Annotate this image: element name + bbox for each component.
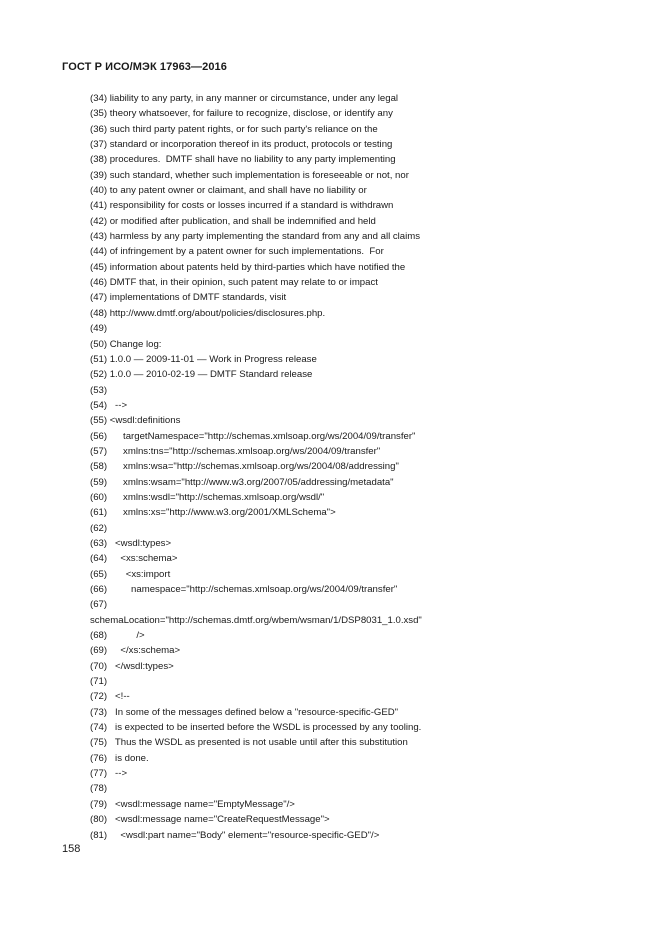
code-line: (44) of infringement by a patent owner for such implementations. For xyxy=(90,246,384,258)
code-line: (75) Thus the WSDL as presented is not usable until after this substitution xyxy=(90,737,408,749)
page-header-title: ГОСТ Р ИСО/МЭК 17963—2016 xyxy=(62,61,227,73)
code-line: (40) to any patent owner or claimant, and shall have no liability or xyxy=(90,185,367,197)
code-line: (68) /> xyxy=(90,630,145,642)
code-line: (42) or modified after publication, and shall be indemnified and held xyxy=(90,215,376,227)
code-line: (39) such standard, whether such implementation is foreseeable or not, nor xyxy=(90,169,409,181)
code-line: (70) </wsdl:types> xyxy=(90,660,174,672)
code-line: (45) information about patents held by third-parties which have notified the xyxy=(90,261,406,273)
code-line: (58) xmlns:wsa="http://schemas.xmlsoap.org/ws/2004/08/addressing" xyxy=(90,461,399,473)
code-line: (72) <!-- xyxy=(90,691,130,703)
code-line: (43) harmless by any party implementing the standard from any and all claims xyxy=(90,231,421,243)
code-line: (57) xmlns:tns="http://schemas.xmlsoap.org/ws/2004/09/transfer" xyxy=(90,445,381,457)
code-line: (73) In some of the messages defined below a "resource-specific-GED" xyxy=(90,706,399,718)
code-line: (63) <wsdl:types> xyxy=(90,537,172,549)
code-line: (61) xmlns:xs="http://www.w3.org/2001/XMLSchema"> xyxy=(90,507,336,519)
code-line: schemaLocation="http://schemas.dmtf.org/wbem/wsman/1/DSP8031_1.0.xsd" xyxy=(90,614,422,626)
code-line: (49) xyxy=(90,323,108,335)
code-line: (79) <wsdl:message name="EmptyMessage"/> xyxy=(90,798,295,810)
code-line: (59) xmlns:wsam="http://www.w3.org/2007/05/addressing/metadata" xyxy=(90,476,394,488)
code-line: (66) namespace="http://schemas.xmlsoap.org/ws/2004/09/transfer" xyxy=(90,584,398,595)
code-line: (54) --> xyxy=(90,399,128,411)
code-line: (55) <wsdl:definitions xyxy=(90,415,181,427)
code-line: (46) DMTF that, in their opinion, such patent may relate to or impact xyxy=(90,277,378,289)
code-line: (71) xyxy=(90,676,108,688)
code-line: (77) --> xyxy=(90,768,128,780)
code-line: (69) </xs:schema> xyxy=(90,645,181,657)
code-line: (41) responsibility for costs or losses incurred if a standard is withdrawn xyxy=(90,200,394,212)
code-line: (78) xyxy=(90,783,108,795)
code-line: (38) procedures. DMTF shall have no liability to any party implementing xyxy=(90,154,396,166)
page-number: 158 xyxy=(62,843,81,855)
code-line: (37) standard or incorporation thereof in its product, protocols or testing xyxy=(90,139,393,151)
code-line: (76) is done. xyxy=(90,752,149,764)
code-line: (53) xyxy=(90,384,108,396)
code-line: (67) xyxy=(90,599,108,611)
code-line: (48) http://www.dmtf.org/about/policies/disclosures.php. xyxy=(90,307,326,319)
code-line: (35) theory whatsoever, for failure to recognize, disclose, or identify any xyxy=(90,108,393,120)
code-line: (65) <xs:import xyxy=(90,568,171,580)
code-line: (62) xyxy=(90,522,108,534)
code-line: (64) <xs:schema> xyxy=(90,553,178,565)
code-line: (56) targetNamespace="http://schemas.xmlsoap.org/ws/2004/09/transfer" xyxy=(90,430,416,442)
code-line: (52) 1.0.0 — 2010-02-19 — DMTF Standard release xyxy=(90,369,313,381)
code-line: (74) is expected to be inserted before the WSDL is processed by any tooling. xyxy=(90,722,422,734)
code-line: (80) <wsdl:message name="CreateRequestMessage"> xyxy=(90,814,330,826)
code-line: (36) such third party patent rights, or for such party's reliance on the xyxy=(90,123,378,135)
code-line: (50) Change log: xyxy=(90,338,162,350)
code-listing xyxy=(90,91,610,843)
code-line: (34) liability to any party, in any manner or circumstance, under any legal xyxy=(90,93,399,104)
code-line: (51) 1.0.0 — 2009-11-01 — Work in Progress release xyxy=(90,353,317,365)
code-line: (60) xmlns:wsdl="http://schemas.xmlsoap.org/wsdl/" xyxy=(90,491,325,503)
code-line: (81) <wsdl:part name="Body" element="resource-specific-GED"/> xyxy=(90,829,380,841)
code-line: (47) implementations of DMTF standards, visit xyxy=(90,292,287,304)
